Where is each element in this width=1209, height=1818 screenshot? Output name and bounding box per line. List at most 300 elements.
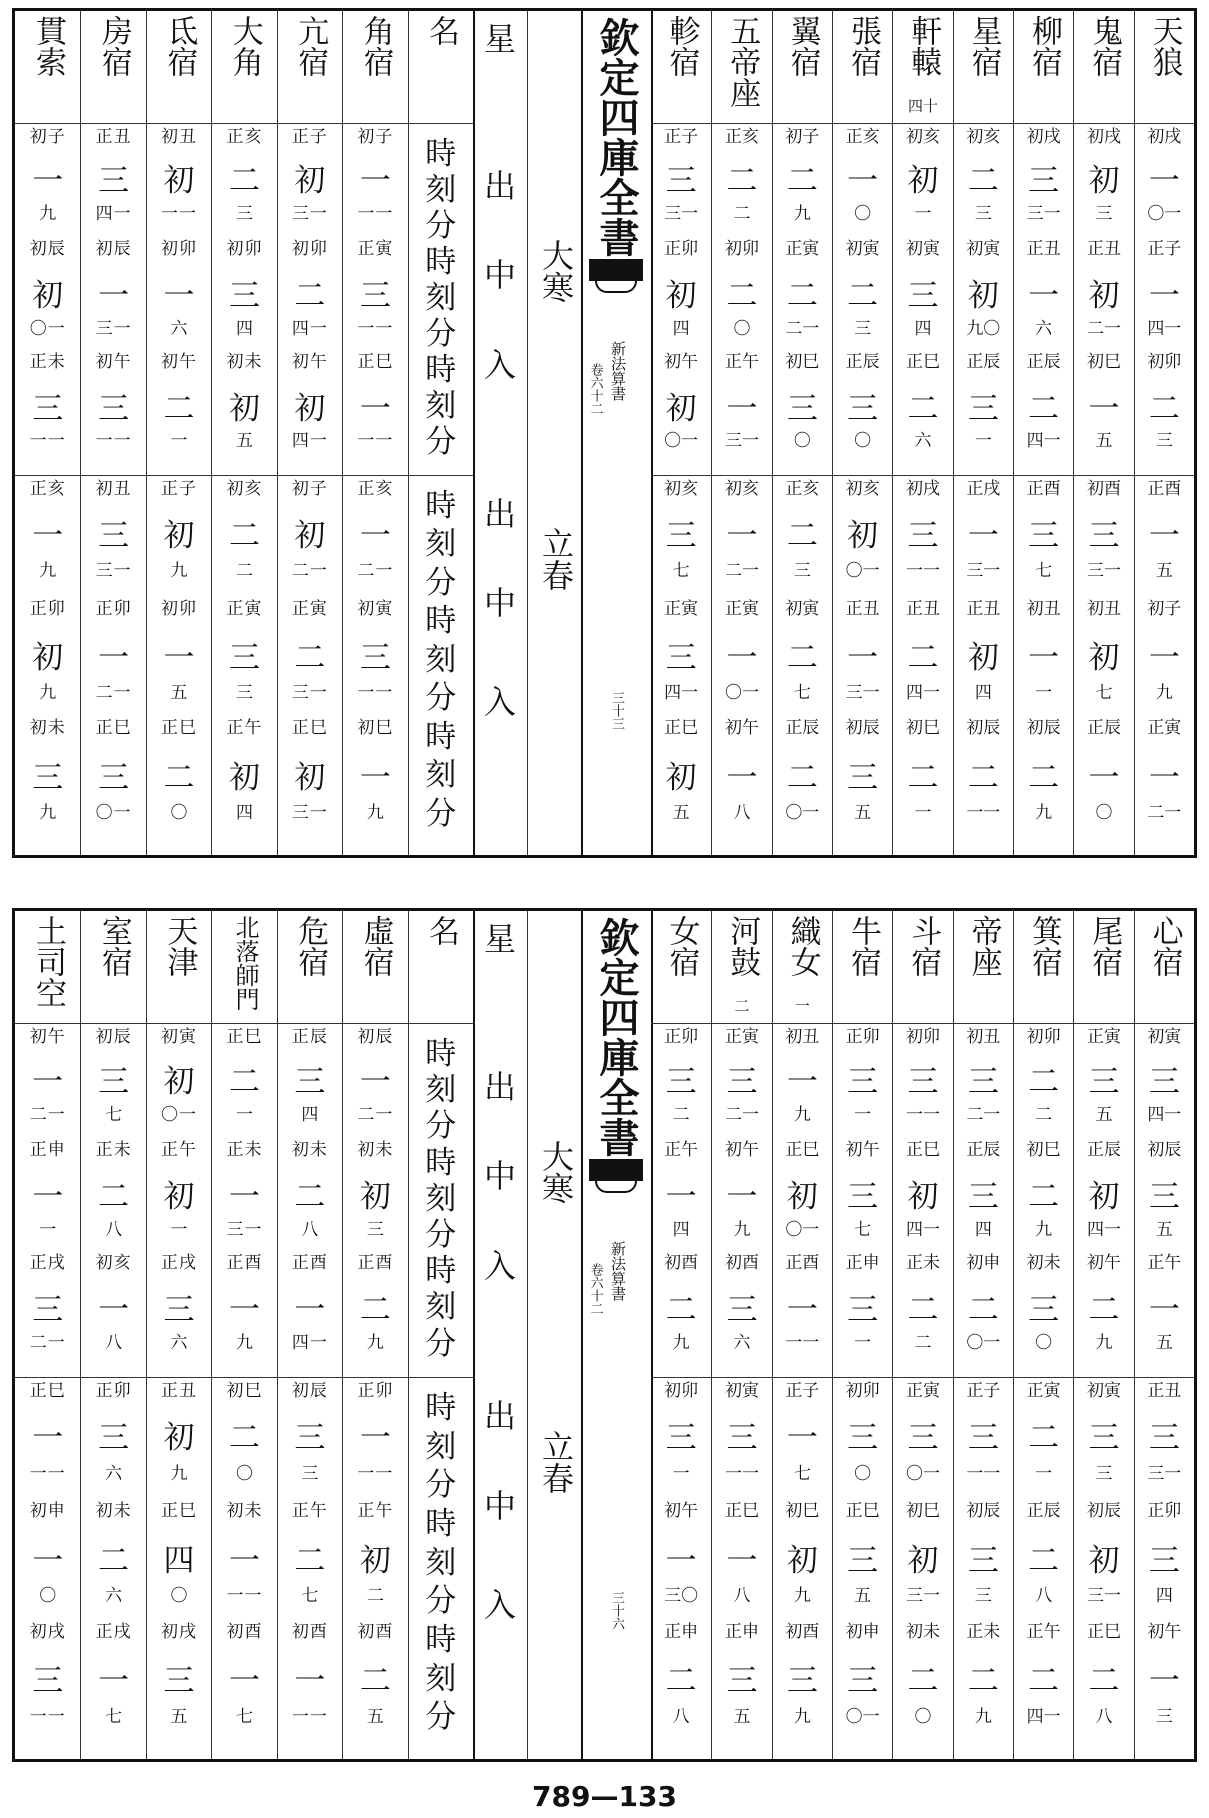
row-divider — [712, 123, 771, 124]
star-name: 張宿 — [844, 15, 881, 77]
unit-label: 分 — [425, 1108, 457, 1145]
table-cell: 正卯 — [95, 1380, 132, 1401]
label-column — [408, 11, 473, 855]
table-cell: 初午 — [724, 1140, 759, 1161]
table-cell: 一一 — [29, 431, 66, 452]
table-cell: 三 — [967, 390, 999, 427]
table-cell: 正未 — [29, 351, 66, 372]
table-cell: 二一 — [291, 561, 328, 582]
table-cell: 二 — [98, 1179, 130, 1215]
table-cell: 二 — [726, 278, 758, 315]
table-cell: 三 — [1028, 517, 1060, 554]
table-cell: 正寅 — [785, 239, 820, 260]
table-cell: 初子 — [291, 479, 328, 500]
table-cell: 初丑 — [785, 1027, 820, 1047]
table-cell: 初辰 — [291, 1380, 328, 1401]
row-divider — [954, 475, 1013, 476]
table-cell: 三 — [1088, 1063, 1120, 1100]
table-cell: 二 — [967, 1292, 999, 1329]
table-cell: 〇一 — [966, 1333, 1001, 1353]
unit-label: 時 — [425, 1144, 457, 1181]
table-cell: 二 — [665, 1292, 697, 1329]
table-cell: 初巳 — [1086, 351, 1121, 372]
table-cell: 六 — [170, 1333, 188, 1353]
table-cell: 一 — [854, 1333, 872, 1353]
table-cell: 九 — [1095, 1333, 1113, 1353]
event-label: 入 — [483, 1586, 516, 1625]
table-cell: 初 — [786, 1542, 818, 1579]
unit-label: 分 — [425, 795, 457, 832]
table-cell: 一 — [228, 1292, 260, 1329]
table-cell: 四一 — [1086, 1219, 1121, 1240]
table-cell: 一 — [1148, 517, 1180, 554]
table-cell: 〇 — [914, 1706, 932, 1727]
table-cell: 一一 — [966, 1463, 1001, 1484]
unit-label: 時 — [425, 136, 457, 172]
table-cell: 一一 — [357, 318, 394, 339]
table-cell: 七 — [105, 1706, 123, 1727]
star-name: 尾宿 — [1086, 915, 1123, 977]
table-cell: 三 — [847, 1179, 879, 1215]
star-column — [1134, 911, 1194, 1759]
table-panel-bottom — [12, 908, 1197, 1762]
row-divider — [15, 1023, 80, 1024]
table-cell: 二 — [228, 1420, 260, 1457]
table-cell: 正亥 — [357, 479, 394, 500]
table-cell: 二 — [914, 1333, 932, 1353]
table-cell: 〇 — [1095, 802, 1113, 823]
table-cell: 一 — [359, 759, 391, 796]
table-cell: 初 — [665, 759, 697, 796]
unit-label: 分 — [425, 316, 457, 353]
table-cell: 正寅 — [1086, 1027, 1121, 1047]
table-cell: 正午 — [1147, 1253, 1182, 1274]
table-cell: 四 — [914, 318, 932, 339]
table-cell: 初未 — [95, 1501, 132, 1522]
table-cell: 三 — [366, 1219, 384, 1240]
name-label: 名 — [423, 915, 460, 946]
term-subcol — [527, 11, 581, 855]
table-cell: 初 — [32, 278, 64, 315]
unit-label: 分 — [425, 1325, 457, 1362]
star-column — [953, 11, 1013, 855]
star-name: 牛宿 — [844, 915, 881, 977]
label-column — [408, 911, 473, 1759]
row-divider — [278, 123, 342, 124]
unit-label: 刻 — [425, 641, 457, 678]
star-column — [277, 11, 342, 855]
table-cell: 初 — [32, 639, 64, 676]
table-cell: 初午 — [664, 351, 699, 372]
table-cell: 八 — [733, 802, 751, 823]
table-cell: 三 — [235, 204, 253, 225]
unit-label: 分 — [425, 424, 457, 461]
table-cell: 初亥 — [226, 479, 263, 500]
star-name: 室宿 — [95, 915, 132, 977]
unit-label: 時 — [425, 488, 457, 525]
table-cell: 三 — [854, 318, 872, 339]
table-cell: 正戌 — [161, 1253, 198, 1274]
table-cell: 初辰 — [845, 718, 880, 739]
row-divider — [409, 475, 473, 476]
table-cell: 〇 — [39, 1586, 57, 1607]
table-cell: 七 — [105, 1104, 123, 1125]
table-cell: 二 — [1028, 1663, 1060, 1700]
table-cell: 正卯 — [845, 1027, 880, 1047]
table-cell: 三 — [1148, 1420, 1180, 1457]
table-cell: 三 — [98, 1420, 130, 1457]
table-cell: 三 — [726, 1663, 758, 1700]
row-divider — [833, 1377, 892, 1378]
table-cell: 二 — [1028, 390, 1060, 427]
table-cell: 九 — [974, 1706, 992, 1727]
table-cell: 初辰 — [357, 1027, 394, 1047]
row-divider — [954, 1377, 1013, 1378]
table-cell: 〇 — [170, 802, 188, 823]
table-cell: 正午 — [357, 1501, 394, 1522]
table-cell: 五 — [854, 802, 872, 823]
table-cell: 初亥 — [845, 479, 880, 500]
table-cell: 〇一 — [785, 1219, 820, 1240]
table-cell: 三 — [1095, 204, 1113, 225]
table-cell: 一 — [1035, 683, 1053, 704]
book-name: 新法算書 — [609, 1241, 627, 1301]
star-column — [146, 911, 211, 1759]
star-column — [1013, 911, 1073, 1759]
table-cell: 一 — [1088, 759, 1120, 796]
table-cell: 一 — [1035, 1463, 1053, 1484]
table-cell: 七 — [854, 1219, 872, 1240]
row-divider — [278, 475, 342, 476]
table-cell: 四 — [301, 1104, 319, 1125]
row-divider — [15, 1377, 80, 1378]
table-cell: 二一 — [785, 318, 820, 339]
table-cell: 七 — [1035, 561, 1053, 582]
table-cell: 初巳 — [1026, 1140, 1061, 1161]
table-cell: 三 — [1148, 1179, 1180, 1215]
leaf-number: 三十六 — [609, 1591, 624, 1630]
table-cell: 一 — [665, 1179, 697, 1215]
leaf-number: 三十三 — [609, 691, 624, 730]
table-cell: 正酉 — [291, 1253, 328, 1274]
spine-ornament — [589, 1159, 643, 1181]
table-cell: 一 — [847, 639, 879, 676]
table-cell: 七 — [235, 1706, 253, 1727]
table-cell: 四 — [672, 1219, 690, 1240]
table-cell: 三 — [301, 1463, 319, 1484]
table-cell: 二 — [1028, 1063, 1060, 1100]
row-divider — [212, 123, 276, 124]
unit-label: 刻 — [425, 1180, 457, 1217]
table-cell: 正卯 — [1147, 1501, 1182, 1522]
table-cell: 初 — [294, 517, 326, 554]
event-label: 出 — [483, 1396, 516, 1435]
table-cell: 〇一 — [845, 561, 880, 582]
table-cell: 初戌 — [905, 479, 940, 500]
table-cell: 三 — [786, 1663, 818, 1700]
star-column — [772, 911, 832, 1759]
table-cell: 初巳 — [226, 1380, 263, 1401]
table-cell: 正丑 — [1026, 239, 1061, 260]
table-cell: 三〇 — [664, 1586, 699, 1607]
table-cell: 一 — [854, 1104, 872, 1125]
table-cell: 三 — [235, 683, 253, 704]
table-cell: 初 — [1088, 1179, 1120, 1215]
table-cell: 一一 — [226, 1586, 263, 1607]
table-cell: 正申 — [29, 1140, 66, 1161]
table-cell: 二 — [98, 1542, 130, 1579]
table-cell: 初申 — [845, 1621, 880, 1642]
table-cell: 二一 — [357, 1104, 394, 1125]
table-cell: 初卯 — [161, 239, 198, 260]
table-cell: 二一 — [724, 1104, 759, 1125]
table-cell: 一 — [359, 1063, 391, 1100]
table-cell: 初酉 — [1086, 479, 1121, 500]
book-name: 新法算書 — [609, 341, 627, 401]
table-cell: 一 — [914, 802, 932, 823]
star-name: 軫宿 — [663, 15, 700, 77]
row-divider — [893, 123, 952, 124]
table-cell: 〇 — [1035, 1333, 1053, 1353]
row-divider — [343, 475, 407, 476]
table-cell: 初 — [1088, 1542, 1120, 1579]
table-cell: 正巳 — [845, 1501, 880, 1522]
star-column — [651, 911, 711, 1759]
row-divider — [409, 1377, 473, 1378]
table-cell: 初酉 — [664, 1253, 699, 1274]
unit-label: 刻 — [425, 1544, 457, 1581]
table-cell: 六 — [1035, 318, 1053, 339]
table-cell: 九 — [170, 1463, 188, 1484]
star-column — [1013, 11, 1073, 855]
table-cell: 正午 — [226, 718, 263, 739]
table-cell: 初寅 — [724, 1380, 759, 1401]
table-cell: 初 — [847, 517, 879, 554]
star-name: 帝座 — [965, 915, 1002, 977]
table-cell: 三 — [294, 1420, 326, 1457]
table-cell: 二一 — [1147, 802, 1182, 823]
table-cell: 二 — [786, 163, 818, 200]
table-cell: 正寅 — [1026, 1380, 1061, 1401]
table-cell: 二 — [294, 639, 326, 676]
table-cell: 正丑 — [966, 598, 1001, 619]
table-cell: 初午 — [1147, 1621, 1182, 1642]
table-cell: 二 — [1088, 1663, 1120, 1700]
table-cell: 二 — [907, 759, 939, 796]
row-divider — [81, 1377, 145, 1378]
table-cell: 一 — [726, 1179, 758, 1215]
star-magnitude: 一 — [794, 997, 810, 1015]
table-cell: 二 — [907, 1292, 939, 1329]
table-cell: 一 — [672, 1463, 690, 1484]
table-cell: 九 — [170, 561, 188, 582]
table-cell: 初 — [294, 390, 326, 427]
table-cell: 三 — [32, 1663, 64, 1700]
table-cell: 四 — [163, 1542, 195, 1579]
table-cell: 正亥 — [724, 127, 759, 147]
table-cell: 二 — [366, 1586, 384, 1607]
table-cell: 初未 — [226, 1501, 263, 1522]
term-subcol — [527, 911, 581, 1759]
table-cell: 初 — [907, 1542, 939, 1579]
row-divider — [81, 1023, 145, 1024]
table-cell: 二 — [294, 278, 326, 315]
table-cell: 三一 — [1086, 561, 1121, 582]
table-cell: 初巳 — [785, 351, 820, 372]
table-cell: 三 — [359, 639, 391, 676]
table-cell: 一 — [170, 431, 188, 452]
star-column — [1073, 911, 1133, 1759]
left-star-table — [15, 11, 475, 855]
table-cell: 三 — [32, 759, 64, 796]
star-column — [711, 11, 771, 855]
table-cell: 二 — [359, 1292, 391, 1329]
table-cell: 初午 — [845, 1140, 880, 1161]
table-cell: 三 — [847, 759, 879, 796]
table-cell: 初丑 — [966, 1027, 1001, 1047]
row-divider — [954, 123, 1013, 124]
table-cell: 正戌 — [95, 1621, 132, 1642]
table-cell: 三 — [228, 639, 260, 676]
table-cell: 三 — [847, 1663, 879, 1700]
table-cell: 三 — [967, 1063, 999, 1100]
table-cell: 四一 — [291, 318, 328, 339]
star-column — [15, 11, 80, 855]
left-star-table — [15, 911, 475, 1759]
table-cell: 一 — [786, 1420, 818, 1457]
table-cell: 正丑 — [905, 598, 940, 619]
table-cell: 七 — [301, 1586, 319, 1607]
table-cell: 二 — [163, 390, 195, 427]
star-column — [1134, 11, 1194, 855]
table-cell: 初子 — [29, 127, 66, 147]
table-cell: 三 — [786, 390, 818, 427]
table-cell: 四 — [235, 802, 253, 823]
table-cell: 二 — [726, 163, 758, 200]
table-cell: 一 — [1148, 163, 1180, 200]
table-cell: 一一 — [357, 683, 394, 704]
unit-label: 刻 — [425, 757, 457, 794]
table-cell: 正辰 — [966, 351, 1001, 372]
star-name: 貫索 — [29, 15, 66, 77]
row-divider — [773, 1023, 832, 1024]
table-cell: 初辰 — [95, 239, 132, 260]
table-cell: 初巳 — [357, 718, 394, 739]
table-cell: 初 — [967, 639, 999, 676]
star-name: 織女 — [784, 915, 821, 977]
table-cell: 四一 — [291, 1333, 328, 1353]
table-cell: 四 — [974, 1219, 992, 1240]
table-cell: 九 — [235, 1333, 253, 1353]
table-cell: 初戌 — [1147, 127, 1182, 147]
table-cell: 正寅 — [291, 598, 328, 619]
table-cell: 正未 — [905, 1253, 940, 1274]
table-cell: 二 — [294, 1179, 326, 1215]
table-cell: 初子 — [1147, 598, 1182, 619]
row-divider — [15, 475, 80, 476]
table-cell: 正丑 — [845, 598, 880, 619]
table-cell: 四一 — [1147, 1104, 1182, 1125]
star-column — [772, 11, 832, 855]
unit-label: 時 — [425, 1036, 457, 1072]
table-cell: 三一 — [226, 1219, 263, 1240]
table-cell: 三 — [1148, 1063, 1180, 1100]
table-cell: 正子 — [664, 127, 699, 147]
table-cell: 三 — [665, 517, 697, 554]
table-cell: 初午 — [95, 351, 132, 372]
table-cell: 三 — [1148, 1542, 1180, 1579]
table-cell: 〇 — [793, 431, 811, 452]
table-cell: 初戌 — [161, 1621, 198, 1642]
table-cell: 〇一 — [29, 318, 66, 339]
table-cell: 正辰 — [845, 351, 880, 372]
table-cell: 正辰 — [1026, 1501, 1061, 1522]
row-divider — [651, 123, 711, 124]
table-cell: 九 — [793, 204, 811, 225]
event-label: 星 — [483, 19, 516, 58]
event-subcol — [473, 11, 527, 855]
table-cell: 初 — [1088, 163, 1120, 200]
table-cell: 三 — [967, 1420, 999, 1457]
table-cell: 初卯 — [664, 1380, 699, 1401]
table-cell: 二 — [1028, 1179, 1060, 1215]
table-cell: 正辰 — [1026, 351, 1061, 372]
table-cell: 正戌 — [29, 1253, 66, 1274]
table-cell: 正卯 — [29, 598, 66, 619]
row-divider — [651, 475, 711, 476]
table-cell: 二一 — [29, 1104, 66, 1125]
table-cell: 二 — [228, 163, 260, 200]
unit-label: 分 — [425, 1467, 457, 1504]
unit-label: 時 — [425, 1621, 457, 1658]
star-name: 土司空 — [29, 915, 66, 1008]
row-divider — [1135, 1377, 1194, 1378]
table-cell: 二 — [967, 759, 999, 796]
table-cell: 四一 — [95, 204, 132, 225]
table-cell: 正辰 — [1086, 1140, 1121, 1161]
table-cell: 初子 — [785, 127, 820, 147]
table-cell: 九 — [1035, 1219, 1053, 1240]
table-cell: 正午 — [1026, 1621, 1061, 1642]
table-cell: 初辰 — [1086, 1501, 1121, 1522]
table-cell: 三 — [974, 1586, 992, 1607]
table-cell: 三 — [98, 163, 130, 200]
table-cell: 初 — [294, 759, 326, 796]
table-cell: 初酉 — [724, 1253, 759, 1274]
table-cell: 初酉 — [785, 1621, 820, 1642]
row-divider — [212, 475, 276, 476]
table-cell: 正午 — [291, 1501, 328, 1522]
table-cell: 八 — [105, 1333, 123, 1353]
unit-label: 刻 — [425, 388, 457, 425]
event-label: 出 — [483, 1067, 516, 1106]
table-cell: 初亥 — [664, 479, 699, 500]
volume-number: 卷六十二 — [587, 1263, 603, 1315]
star-column — [342, 911, 407, 1759]
table-cell: 五 — [1095, 431, 1113, 452]
table-cell: 四一 — [905, 1219, 940, 1240]
volume-number: 卷六十二 — [587, 363, 603, 415]
star-column — [832, 11, 892, 855]
table-cell: 初卯 — [724, 239, 759, 260]
table-cell: 二 — [672, 1104, 690, 1125]
table-cell: 初卯 — [1147, 351, 1182, 372]
table-cell: 三一 — [966, 561, 1001, 582]
star-name: 箕宿 — [1025, 915, 1062, 977]
event-label: 星 — [483, 919, 516, 958]
star-name: 河鼓 — [724, 915, 761, 977]
table-cell: 正辰 — [785, 718, 820, 739]
